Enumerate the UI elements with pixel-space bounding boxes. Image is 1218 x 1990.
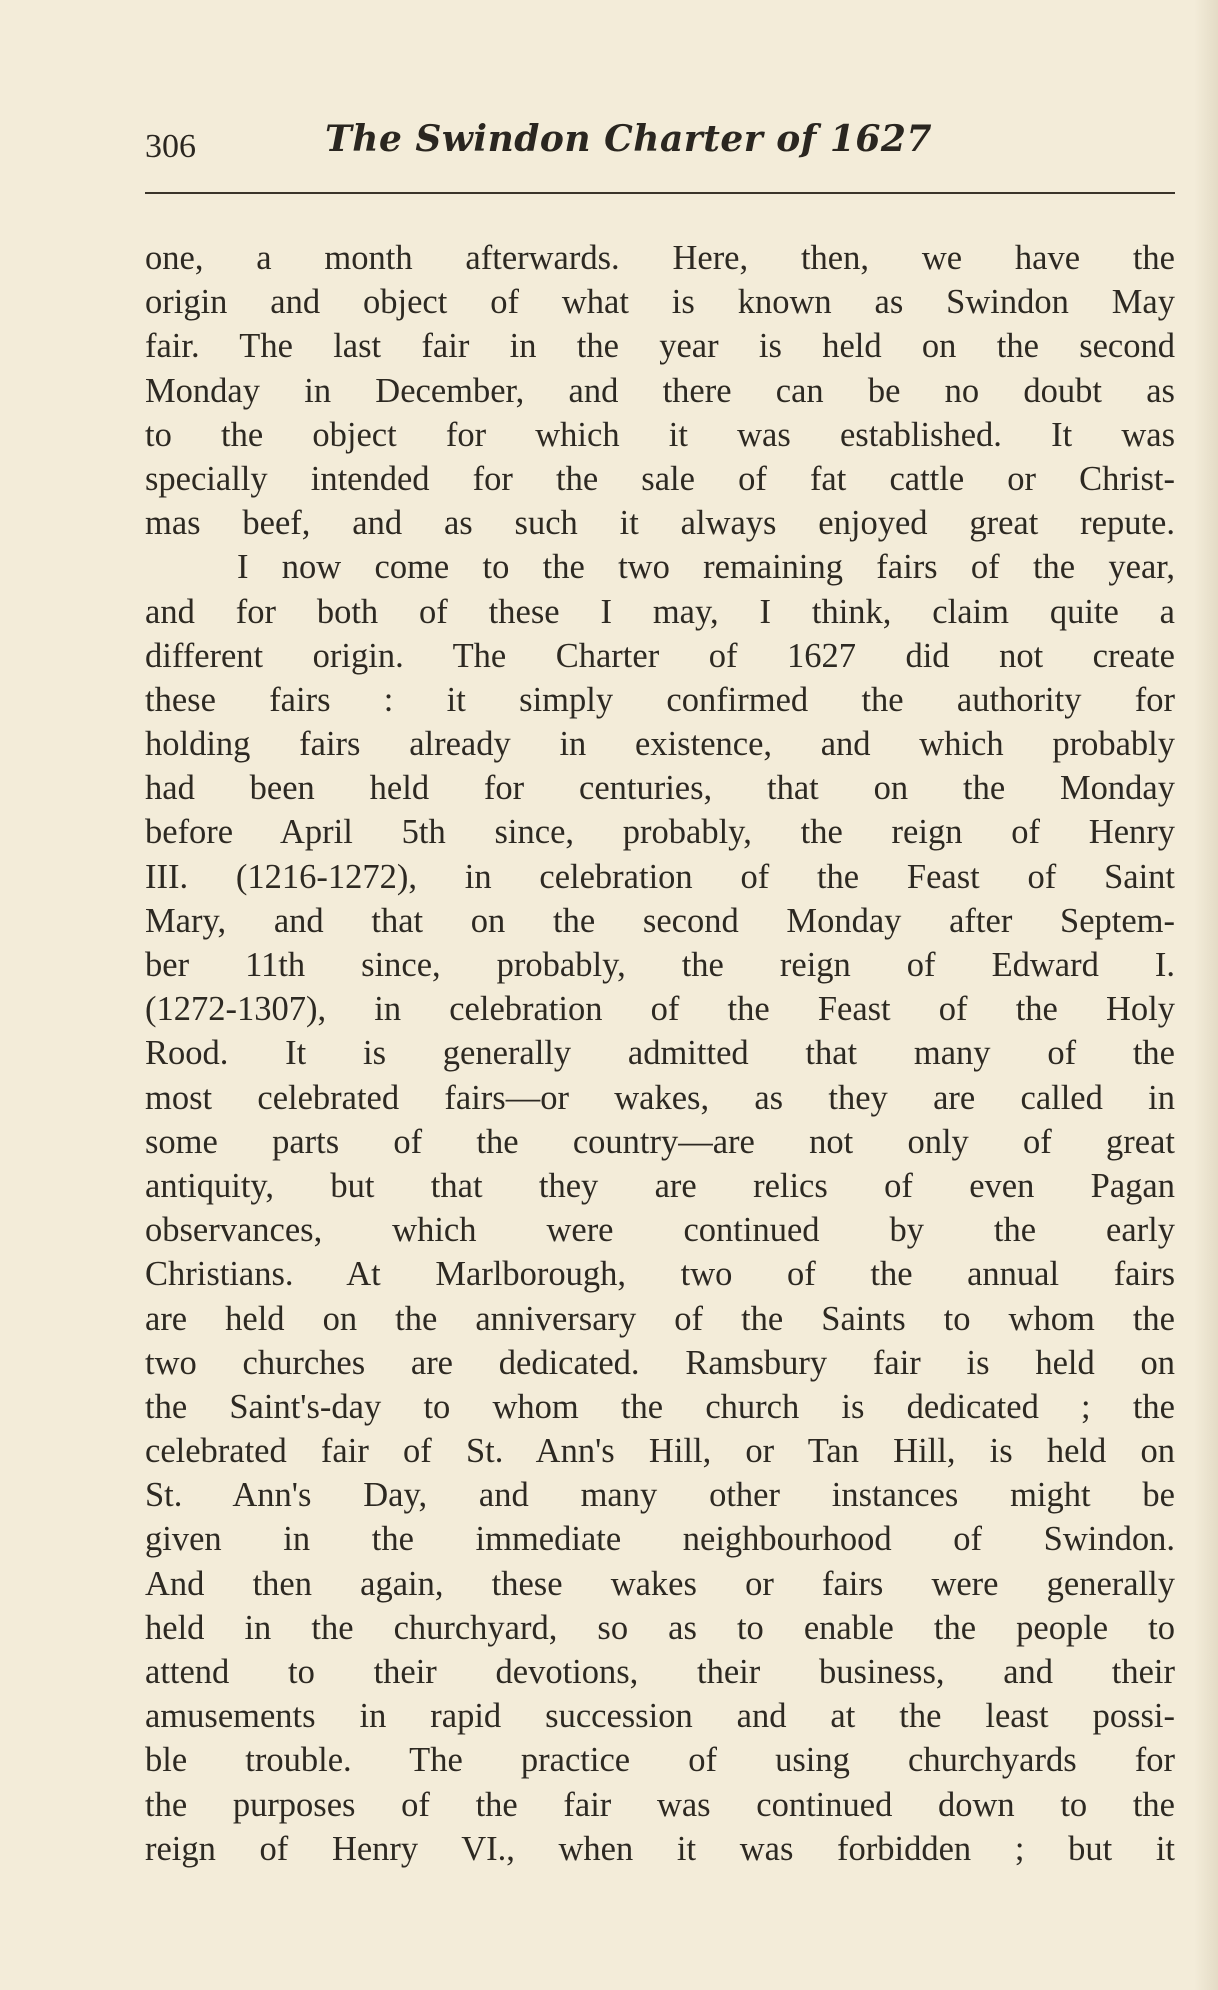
header-rule [145, 192, 1175, 194]
text-line: given in the immediate neighbourhood of Swindon. [145, 1520, 1175, 1559]
body-text [145, 236, 1175, 1871]
page-edge-shadow [1194, 0, 1218, 1990]
page-number: 306 [145, 128, 196, 165]
text-line: the purposes of the fair was continued down to the [145, 1785, 1175, 1824]
text-line: fair. The last fair in the year is held on the second [145, 327, 1175, 366]
text-line: observances, which were continued by the early [145, 1211, 1175, 1250]
text-line: before April 5th since, probably, the reign of Henry [145, 813, 1175, 852]
text-line: amusements in rapid succession and at the least possi- [145, 1697, 1175, 1736]
running-head [145, 118, 1175, 178]
text-line: (1272-1307), in celebration of the Feast of the Holy [145, 990, 1175, 1029]
text-line: two churches are dedicated. Ramsbury fair is held on [145, 1343, 1175, 1382]
text-line: one, a month afterwards. Here, then, we have the [145, 239, 1175, 277]
text-line: celebrated fair of St. Ann's Hill, or Tan Hill, is held on [145, 1432, 1175, 1471]
text-line: held in the churchyard, so as to enable the people to [145, 1608, 1175, 1647]
text-line: specially intended for the sale of fat cattle or Christ- [145, 459, 1175, 498]
text-line: these fairs : it simply confirmed the authority for [145, 680, 1175, 719]
text-line: Rood. It is generally admitted that many of the [145, 1034, 1175, 1073]
text-line: holding fairs already in existence, and which probably [145, 725, 1175, 764]
text-line: some parts of the country—are not only of great [145, 1122, 1175, 1161]
text-line: mas beef, and as such it always enjoyed great repute. [145, 504, 1175, 543]
text-line: origin and object of what is known as Swindon May [145, 283, 1175, 322]
text-line: and for both of these I may, I think, claim quite a [145, 592, 1175, 631]
text-line: Mary, and that on the second Monday after Septem- [145, 901, 1175, 940]
text-line: ble trouble. The practice of using churchyards for [145, 1741, 1175, 1780]
text-line: are held on the anniversary of the Saints to whom the [145, 1299, 1175, 1338]
text-line: antiquity, but that they are relics of even Pagan [145, 1166, 1175, 1205]
text-line: attend to their devotions, their business, and their [145, 1653, 1175, 1691]
text-line: different origin. The Charter of 1627 did not create [145, 636, 1175, 675]
text-line: III. (1216-1272), in celebration of the Feast of Saint [145, 857, 1175, 896]
running-title: The Swindon Charter of 1627 [325, 118, 933, 160]
text-line: had been held for centuries, that on the Monday [145, 769, 1175, 808]
text-line: most celebrated fairs—or wakes, as they are called in [145, 1078, 1175, 1117]
text-line: And then again, these wakes or fairs were generally [145, 1564, 1175, 1603]
text-line: to the object for which it was established. It was [145, 415, 1175, 454]
text-line: reign of Henry VI., when it was forbidden ; but it [145, 1829, 1175, 1868]
text-line: St. Ann's Day, and many other instances might be [145, 1476, 1175, 1515]
text-line: Christians. At Marlborough, two of the annual fairs [145, 1255, 1175, 1294]
text-line: ber 11th since, probably, the reign of Edward I. [145, 946, 1175, 984]
text-line: the Saint's-day to whom the church is dedicated ; the [145, 1387, 1175, 1426]
text-line: Monday in December, and there can be no doubt as [145, 371, 1175, 410]
paragraph-first-line: I now come to the two remaining fairs of the year, [237, 548, 1175, 587]
